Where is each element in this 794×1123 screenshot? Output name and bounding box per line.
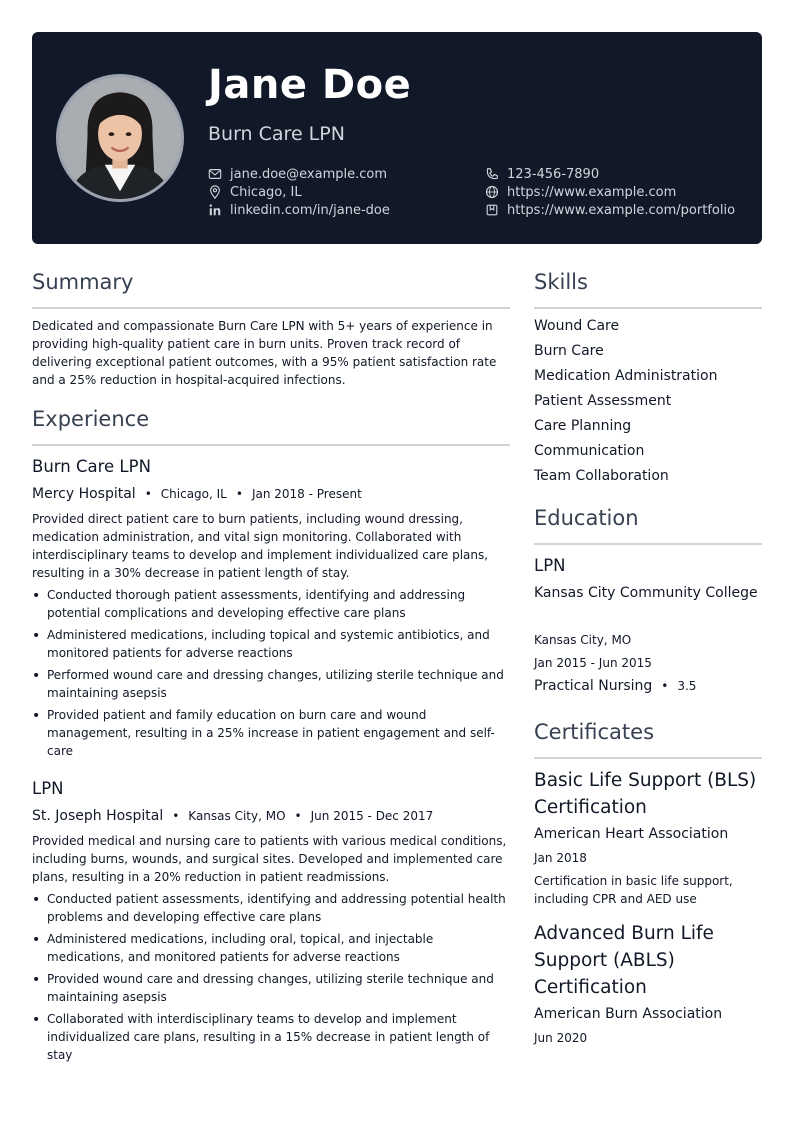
education-location: Kansas City, MO: [534, 633, 632, 647]
map-pin-icon: [208, 185, 222, 199]
resume-header: [32, 32, 762, 244]
contact-website[interactable]: [485, 183, 676, 201]
separator-dot: •: [661, 679, 669, 693]
certificate-name: Basic Life Support (BLS) Certification: [534, 770, 757, 818]
contact-location: [208, 183, 302, 201]
certificate-issuer: American Heart Association: [534, 826, 729, 842]
contact-linkedin-text: linkedin.com/in/jane-doe: [230, 202, 390, 218]
education-degree: LPN: [534, 556, 566, 575]
job-dates: Jun 2015 - Dec 2017: [310, 809, 434, 823]
achievement-item: • Provided wound care and dressing changes, utilizing sterile technique and maintaining asepsis: [32, 970, 510, 1006]
contact-phone[interactable]: [485, 165, 599, 183]
job-location: Kansas City, MO: [188, 809, 286, 823]
skill-item: Care Planning: [534, 418, 632, 434]
mail-icon: [208, 167, 222, 181]
achievement-item: • Conducted patient assessments, identifying and addressing potential health problems and developing effective care plans: [32, 890, 510, 926]
candidate-name: Jane Doe: [208, 62, 412, 108]
experience-heading: Experience: [32, 407, 150, 431]
certificates-divider: [534, 757, 762, 759]
candidate-title: Burn Care LPN: [208, 123, 345, 145]
job-employer: Mercy Hospital: [32, 486, 136, 502]
summary-text: Dedicated and compassionate Burn Care LPN with 5+ years of experience in providing high-quality patient care in burn units. Proven track record of delivering exceptional patient outcomes, with a 95% patient satisfaction rate and a 25% reduction in hospital-acquired infections.: [32, 319, 497, 387]
job-description: Provided medical and nursing care to patients with various medical conditions, including burns, wounds, and surgical sites. Developed and implemented care plans, resulting in a 20% reduction in patient readmissions.: [32, 834, 507, 884]
achievement-item: • Performed wound care and dressing changes, utilizing sterile technique and maintaining asepsis: [32, 666, 510, 702]
separator-dot: •: [294, 809, 302, 823]
education-school: Kansas City Community College: [534, 585, 758, 601]
job-title: LPN: [32, 779, 64, 798]
skill-item: Wound Care: [534, 318, 620, 334]
certificate-date: Jun 2020: [534, 1031, 588, 1045]
job-description: Provided direct patient care to burn patients, including wound dressing, medication administration, and vital sign monitoring. Collaborated with interdisciplinary teams to develop and implement individualized care plans, resulting in a 30% decrease in patient length of stay.: [32, 512, 489, 580]
achievement-item: • Administered medications, including topical and systemic antibiotics, and monitored patients for adverse reactions: [32, 626, 510, 662]
certificate-issuer: American Burn Association: [534, 1006, 723, 1022]
certificate-name: Advanced Burn Life Support (ABLS) Certification: [534, 923, 714, 998]
contact-email[interactable]: [208, 165, 387, 183]
experience-divider: [32, 444, 510, 446]
linkedin-icon: [208, 203, 222, 217]
achievement-item: • Collaborated with interdisciplinary teams to develop and implement individualized care plans, resulting in a 15% decrease in patient length of stay: [32, 1010, 510, 1064]
education-field: Practical Nursing: [534, 678, 653, 694]
separator-dot: •: [235, 487, 243, 501]
job-title: Burn Care LPN: [32, 457, 151, 476]
globe-icon: [485, 185, 499, 199]
certificate-date: Jan 2018: [534, 851, 587, 865]
separator-dot: •: [172, 809, 180, 823]
skill-item: Burn Care: [534, 343, 604, 359]
contact-website-text: https://www.example.com: [507, 184, 677, 200]
job-achievements: [32, 586, 510, 764]
certificates-heading: Certificates: [534, 720, 655, 744]
education-dates: Jan 2015 - Jun 2015: [534, 656, 652, 670]
contact-location-text: Chicago, IL: [230, 184, 302, 200]
contact-email-text: jane.doe@example.com: [230, 166, 388, 182]
certificate-description: Certification in basic life support, including CPR and AED use: [534, 874, 733, 906]
contact-portfolio[interactable]: [485, 201, 735, 219]
contact-phone-text: 123-456-7890: [507, 166, 600, 182]
summary-heading: Summary: [32, 270, 134, 294]
achievement-item: • Conducted thorough patient assessments, identifying and addressing potential complications and developing effective care plans: [32, 586, 510, 622]
phone-icon: [485, 167, 499, 181]
job-meta: [32, 486, 362, 502]
education-divider: [534, 543, 762, 545]
bookmark-icon: [485, 203, 499, 217]
skill-item: Patient Assessment: [534, 393, 672, 409]
job-achievements: [32, 890, 510, 1068]
education-field-line: [534, 678, 696, 694]
profile-photo-illustration: [59, 77, 181, 199]
job-dates: Jan 2018 - Present: [251, 487, 362, 501]
job-location: Chicago, IL: [160, 487, 227, 501]
education-heading: Education: [534, 506, 639, 530]
education-gpa: 3.5: [677, 679, 697, 693]
contact-portfolio-text: https://www.example.com/portfolio: [507, 202, 736, 218]
skills-heading: Skills: [534, 270, 588, 294]
achievement-item: • Provided patient and family education on burn care and wound management, resulting in a 25% increase in patient engagement and self-care: [32, 706, 510, 760]
job-employer: St. Joseph Hospital: [32, 808, 164, 824]
separator-dot: •: [144, 487, 152, 501]
skill-item: Communication: [534, 443, 645, 459]
skill-item: Team Collaboration: [534, 468, 669, 484]
skills-divider: [534, 307, 762, 309]
achievement-item: • Administered medications, including oral, topical, and injectable medications, and monitored patients for adverse reactions: [32, 930, 510, 966]
summary-divider: [32, 307, 510, 309]
profile-photo: [56, 74, 184, 202]
job-meta: [32, 808, 433, 824]
contact-linkedin[interactable]: [208, 201, 390, 219]
skill-item: Medication Administration: [534, 368, 718, 384]
